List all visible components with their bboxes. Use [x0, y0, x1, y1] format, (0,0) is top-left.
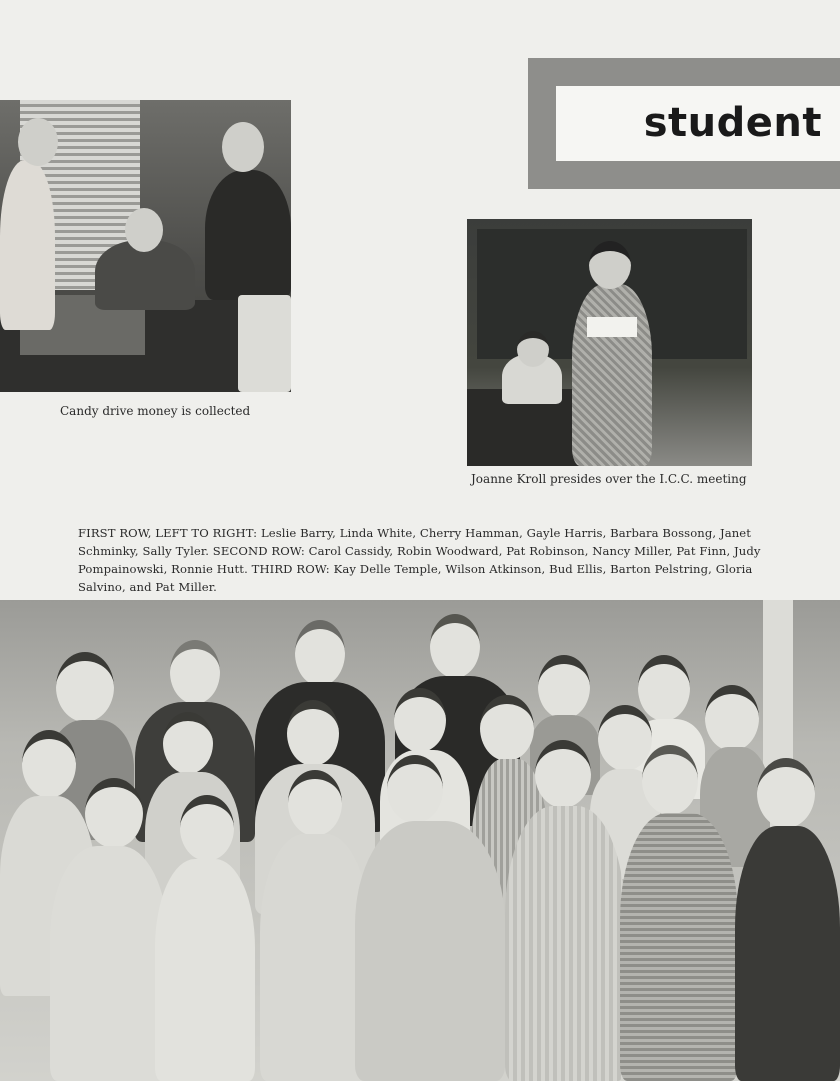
student-left-head	[18, 118, 58, 166]
student-right	[205, 170, 291, 300]
icc-meeting-photo	[467, 219, 752, 466]
student-left	[0, 160, 55, 330]
group-photo	[0, 600, 840, 1081]
caption-line: Salvino, and Pat Miller.	[78, 580, 217, 594]
student-right-legs	[238, 295, 291, 392]
joanne-kroll-head	[589, 241, 631, 289]
student-right-head	[222, 122, 264, 172]
group-photo-caption	[78, 524, 778, 596]
secretary-head	[517, 331, 549, 367]
joanne-kroll-figure	[572, 284, 652, 466]
seated-man-head	[125, 208, 163, 252]
page-title: student	[643, 100, 822, 146]
caption-line: Pompainowski, Ronnie Hutt. THIRD ROW: Kay Delle Temple, Wilson Atkinson, Bud Ellis, Barton Pelstring, Gloria	[78, 562, 753, 576]
caption-line: FIRST ROW, LEFT TO RIGHT: Leslie Barry, Linda White, Cherry Hamman, Gayle Harris, Barbara Bossong, Janet	[78, 526, 752, 540]
candy-drive-photo	[0, 100, 291, 392]
icc-meeting-caption: Joanne Kroll presides over the I.C.C. meeting	[471, 472, 747, 486]
candy-drive-caption: Candy drive money is collected	[60, 404, 251, 418]
caption-line: Schminky, Sally Tyler. SECOND ROW: Carol Cassidy, Robin Woodward, Pat Robinson, Nancy Miller, Pat Finn, Judy	[78, 544, 761, 558]
paper-sheet	[587, 317, 637, 337]
